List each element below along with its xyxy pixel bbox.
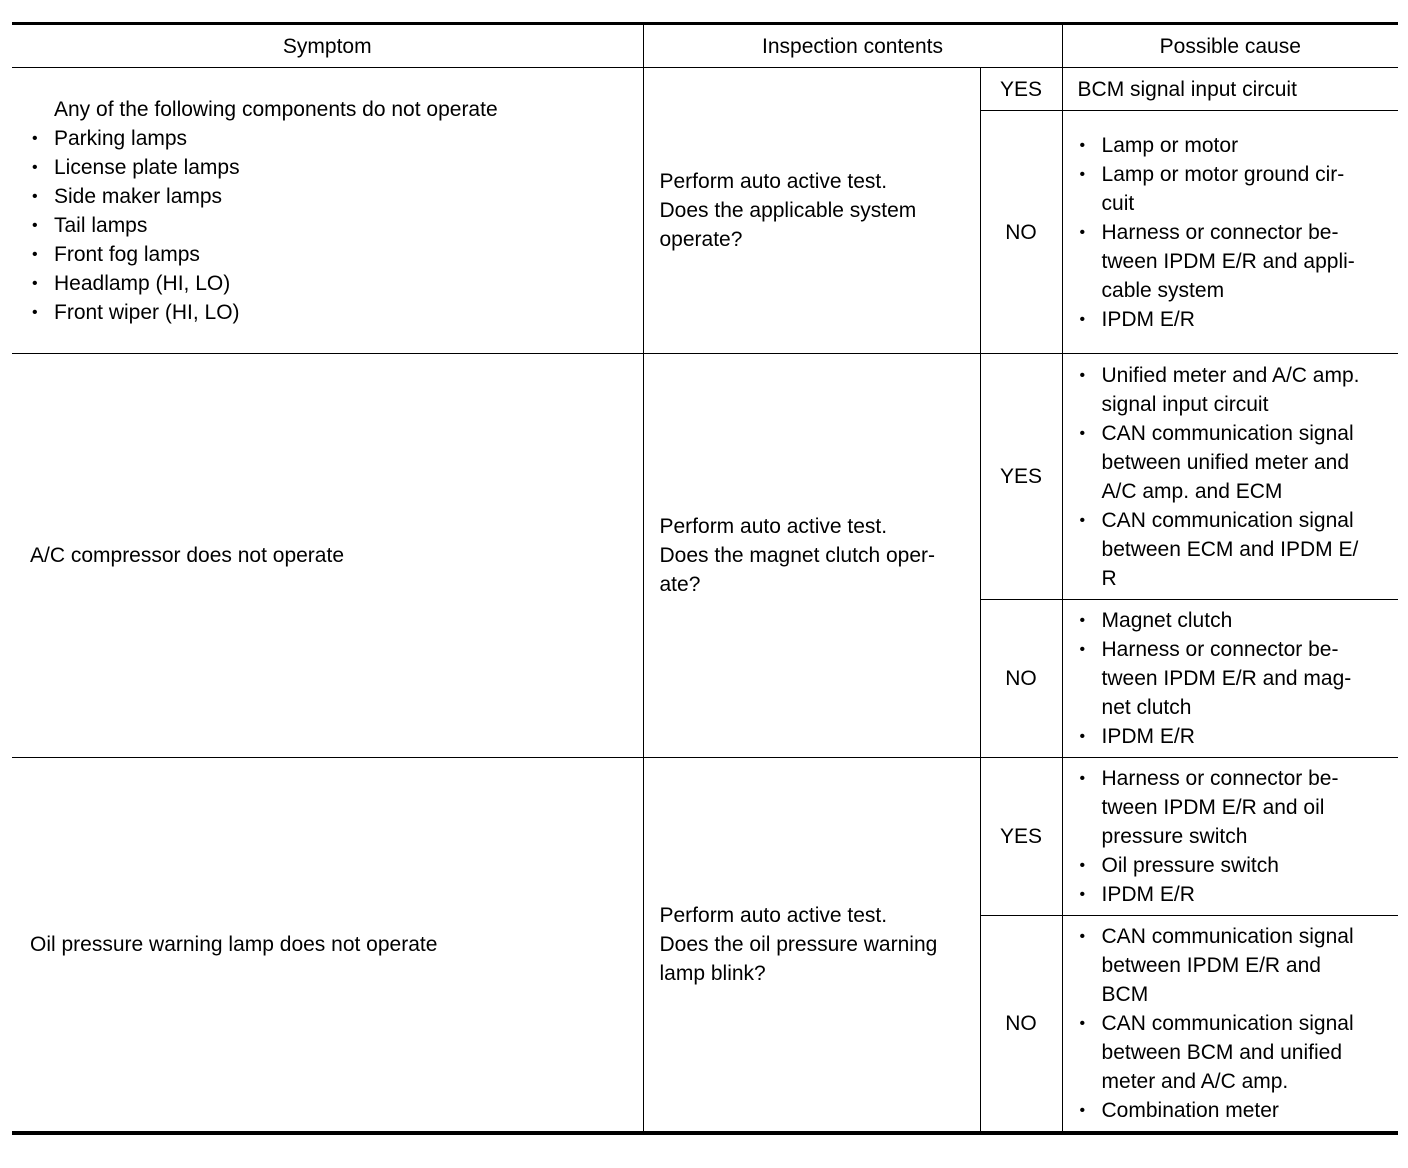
- symptom-lead: Any of the following components do not operate: [54, 97, 498, 121]
- list-item: • IPDM E/R: [1078, 722, 1389, 751]
- cause-list: [1078, 764, 1389, 909]
- symptom-list: [30, 124, 635, 327]
- yes-cause-cell: BCM signal input circuit: [1062, 68, 1398, 111]
- yes-cause-cell: [1062, 758, 1398, 916]
- no-label: NO: [980, 916, 1062, 1134]
- inspection-line: lamp blink?: [659, 962, 766, 985]
- list-item: • Magnet clutch: [1078, 606, 1389, 635]
- header-possible-cause: Possible cause: [1062, 24, 1398, 68]
- yes-cause-cell: [1062, 354, 1398, 600]
- no-label: NO: [980, 111, 1062, 354]
- list-item: • IPDM E/R: [1078, 880, 1389, 909]
- list-item: • CAN communication signal between IPDM E/R and BCM: [1078, 922, 1389, 1009]
- table-row: [12, 354, 1398, 600]
- inspection-line: ate?: [659, 573, 701, 596]
- yes-label: YES: [980, 354, 1062, 600]
- diagnosis-table: [12, 22, 1398, 1135]
- list-item: • Front wiper (HI, LO): [30, 298, 635, 327]
- diagnosis-table-container: [12, 22, 1398, 1135]
- list-item: • Combination meter: [1078, 1096, 1389, 1125]
- no-cause-cell: [1062, 916, 1398, 1134]
- inspection-line: Does the magnet clutch oper-: [659, 544, 935, 567]
- list-item: • Harness or connector be- tween IPDM E/R and oil pressure switch: [1078, 764, 1389, 851]
- yes-label: YES: [980, 758, 1062, 916]
- list-item: • CAN communication signal between BCM and unified meter and A/C amp.: [1078, 1009, 1389, 1096]
- list-item: • Harness or connector be- tween IPDM E/R and mag- net clutch: [1078, 635, 1389, 722]
- list-item: • Parking lamps: [30, 124, 635, 153]
- inspection-line: operate?: [659, 228, 743, 251]
- list-item: • IPDM E/R: [1078, 305, 1389, 334]
- list-item: • Unified meter and A/C amp. signal input circuit: [1078, 361, 1389, 419]
- list-item: • Oil pressure switch: [1078, 851, 1389, 880]
- yes-label: YES: [980, 68, 1062, 111]
- no-label: NO: [980, 600, 1062, 758]
- list-item: • CAN communication signal between ECM and IPDM E/ R: [1078, 506, 1389, 593]
- symptom-cell: A/C compressor does not operate: [12, 354, 643, 758]
- inspection-line: Does the applicable system: [659, 199, 917, 222]
- inspection-cell: [643, 68, 980, 354]
- list-item: • CAN communication signal between unified meter and A/C amp. and ECM: [1078, 419, 1389, 506]
- table-row: [12, 68, 1398, 111]
- header-row: [12, 24, 1398, 68]
- inspection-line: Perform auto active test.: [659, 515, 888, 538]
- cause-list: [1078, 922, 1389, 1125]
- header-inspection-contents: Inspection contents: [643, 24, 1062, 68]
- cause-list: [1078, 361, 1389, 593]
- list-item: • Lamp or motor ground cir- cuit: [1078, 160, 1389, 218]
- inspection-line: Perform auto active test.: [659, 170, 888, 193]
- inspection-cell: [643, 758, 980, 1134]
- list-item: • Tail lamps: [30, 211, 635, 240]
- inspection-line: Does the oil pressure warning: [659, 933, 938, 956]
- list-item: • Side maker lamps: [30, 182, 635, 211]
- list-item: • Headlamp (HI, LO): [30, 269, 635, 298]
- cause-list: [1078, 606, 1389, 751]
- list-item: • Lamp or motor: [1078, 131, 1389, 160]
- list-item: • Harness or connector be- tween IPDM E/R and appli- cable system: [1078, 218, 1389, 305]
- list-item: • License plate lamps: [30, 153, 635, 182]
- symptom-cell: Oil pressure warning lamp does not operate: [12, 758, 643, 1134]
- header-symptom: Symptom: [12, 24, 643, 68]
- no-cause-cell: [1062, 600, 1398, 758]
- table-row: [12, 758, 1398, 916]
- inspection-cell: [643, 354, 980, 758]
- symptom-cell: [12, 68, 643, 354]
- no-cause-cell: [1062, 111, 1398, 354]
- list-item: • Front fog lamps: [30, 240, 635, 269]
- inspection-line: Perform auto active test.: [659, 904, 888, 927]
- cause-list: [1078, 131, 1389, 334]
